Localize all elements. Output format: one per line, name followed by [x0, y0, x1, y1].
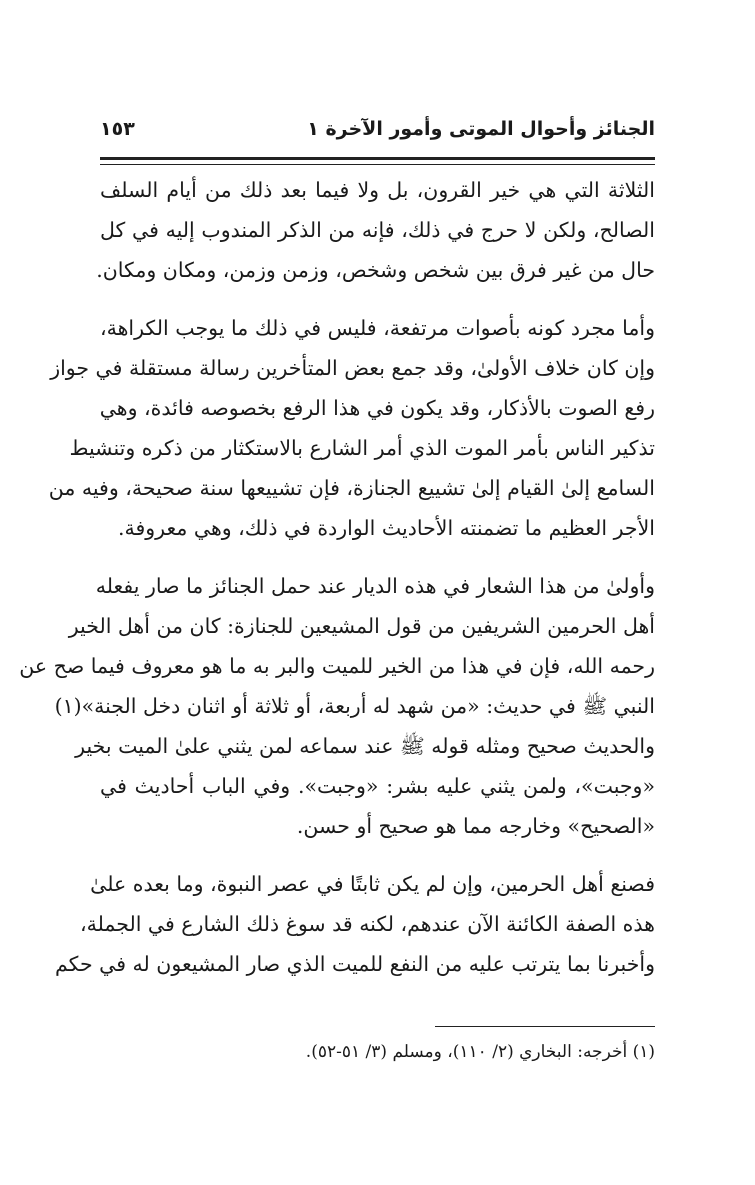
- paragraph-3: [19, 566, 655, 846]
- text-line: «وجبت»، ولمن يثني عليه بشر: «وجبت». وفي الباب أحاديث في: [100, 774, 655, 798]
- paragraph-2: [48, 308, 655, 548]
- text-line: هذه الصفة الكائنة الآن عندهم، لكنه قد سوغ ذلك الشارع في الجملة،: [79, 912, 655, 936]
- footnote: (١) أخرجه: البخاري (٢/ ١١٠)، ومسلم (٣/ ٥١-٥٢).: [305, 1042, 655, 1062]
- text-line: وأولىٰ من هذا الشعار في هذه الديار عند حمل الجنائز ما صار يفعله: [95, 574, 655, 598]
- text-line: حال من غير فرق بين شخص وشخص، وزمن وزمن، ومكان ومكان.: [96, 258, 655, 282]
- text-line: والحديث صحيح ومثله قوله ﷺ عند سماعه لمن يثني علىٰ الميت بخير: [75, 734, 655, 758]
- text-line: وأخبرنا بما يترتب عليه من النفع للميت الذي صار المشيعون له في حكم: [54, 952, 655, 976]
- text-line: السامع إلىٰ القيام إلىٰ تشييع الجنازة، فإن تشييعها سنة صحيحة، وفيه من: [48, 476, 655, 500]
- page-header: [100, 112, 655, 146]
- text-line: الصالح، ولكن لا حرج في ذلك، فإنه من الذكر المندوب إليه في كل: [100, 218, 655, 242]
- text-line: فصنع أهل الحرمين، وإن لم يكن ثابتًا في عصر النبوة، وما بعده علىٰ: [90, 872, 655, 896]
- header-rule-thin: [100, 164, 655, 165]
- text-line: وأما مجرد كونه بأصوات مرتفعة، فليس في ذلك ما يوجب الكراهة،: [100, 316, 655, 340]
- text-line: تذكير الناس بأمر الموت الذي أمر الشارع بالاستكثار من ذكره وتنشيط: [69, 436, 655, 460]
- text-line: الثلاثة التي هي خير القرون، بل ولا فيما بعد ذلك من أيام السلف: [100, 178, 655, 202]
- text-line: وإن كان خلاف الأولىٰ، وقد جمع بعض المتأخرين رسالة مستقلة في جواز: [50, 356, 655, 380]
- footnote-separator: [435, 1026, 655, 1027]
- header-rule-thick: [100, 157, 655, 160]
- page-number: ١٥٣: [100, 118, 135, 140]
- paragraph-4: [54, 864, 655, 984]
- paragraph-1: [96, 170, 655, 290]
- text-line: أهل الحرمين الشريفين من قول المشيعين للجنازة: كان من أهل الخير: [68, 614, 655, 638]
- text-line: رحمه الله، فإن في هذا من الخير للميت والبر به ما هو معروف فيما صح عن: [19, 654, 655, 678]
- text-line: الأجر العظيم ما تضمنته الأحاديث الواردة في ذلك، وهي معروفة.: [117, 516, 655, 540]
- running-title: الجنائز وأحوال الموتى وأمور الآخرة ١: [307, 118, 655, 140]
- text-line: «الصحيح» وخارجه مما هو صحيح أو حسن.: [296, 814, 655, 838]
- body-text: [19, 170, 655, 1002]
- text-line: رفع الصوت بالأذكار، وقد يكون في هذا الرفع بخصوصه فائدة، وهي: [99, 396, 655, 420]
- text-line: النبي ﷺ في حديث: «من شهد له أربعة، أو ثلاثة أو اثنان دخل الجنة»(١): [54, 694, 655, 718]
